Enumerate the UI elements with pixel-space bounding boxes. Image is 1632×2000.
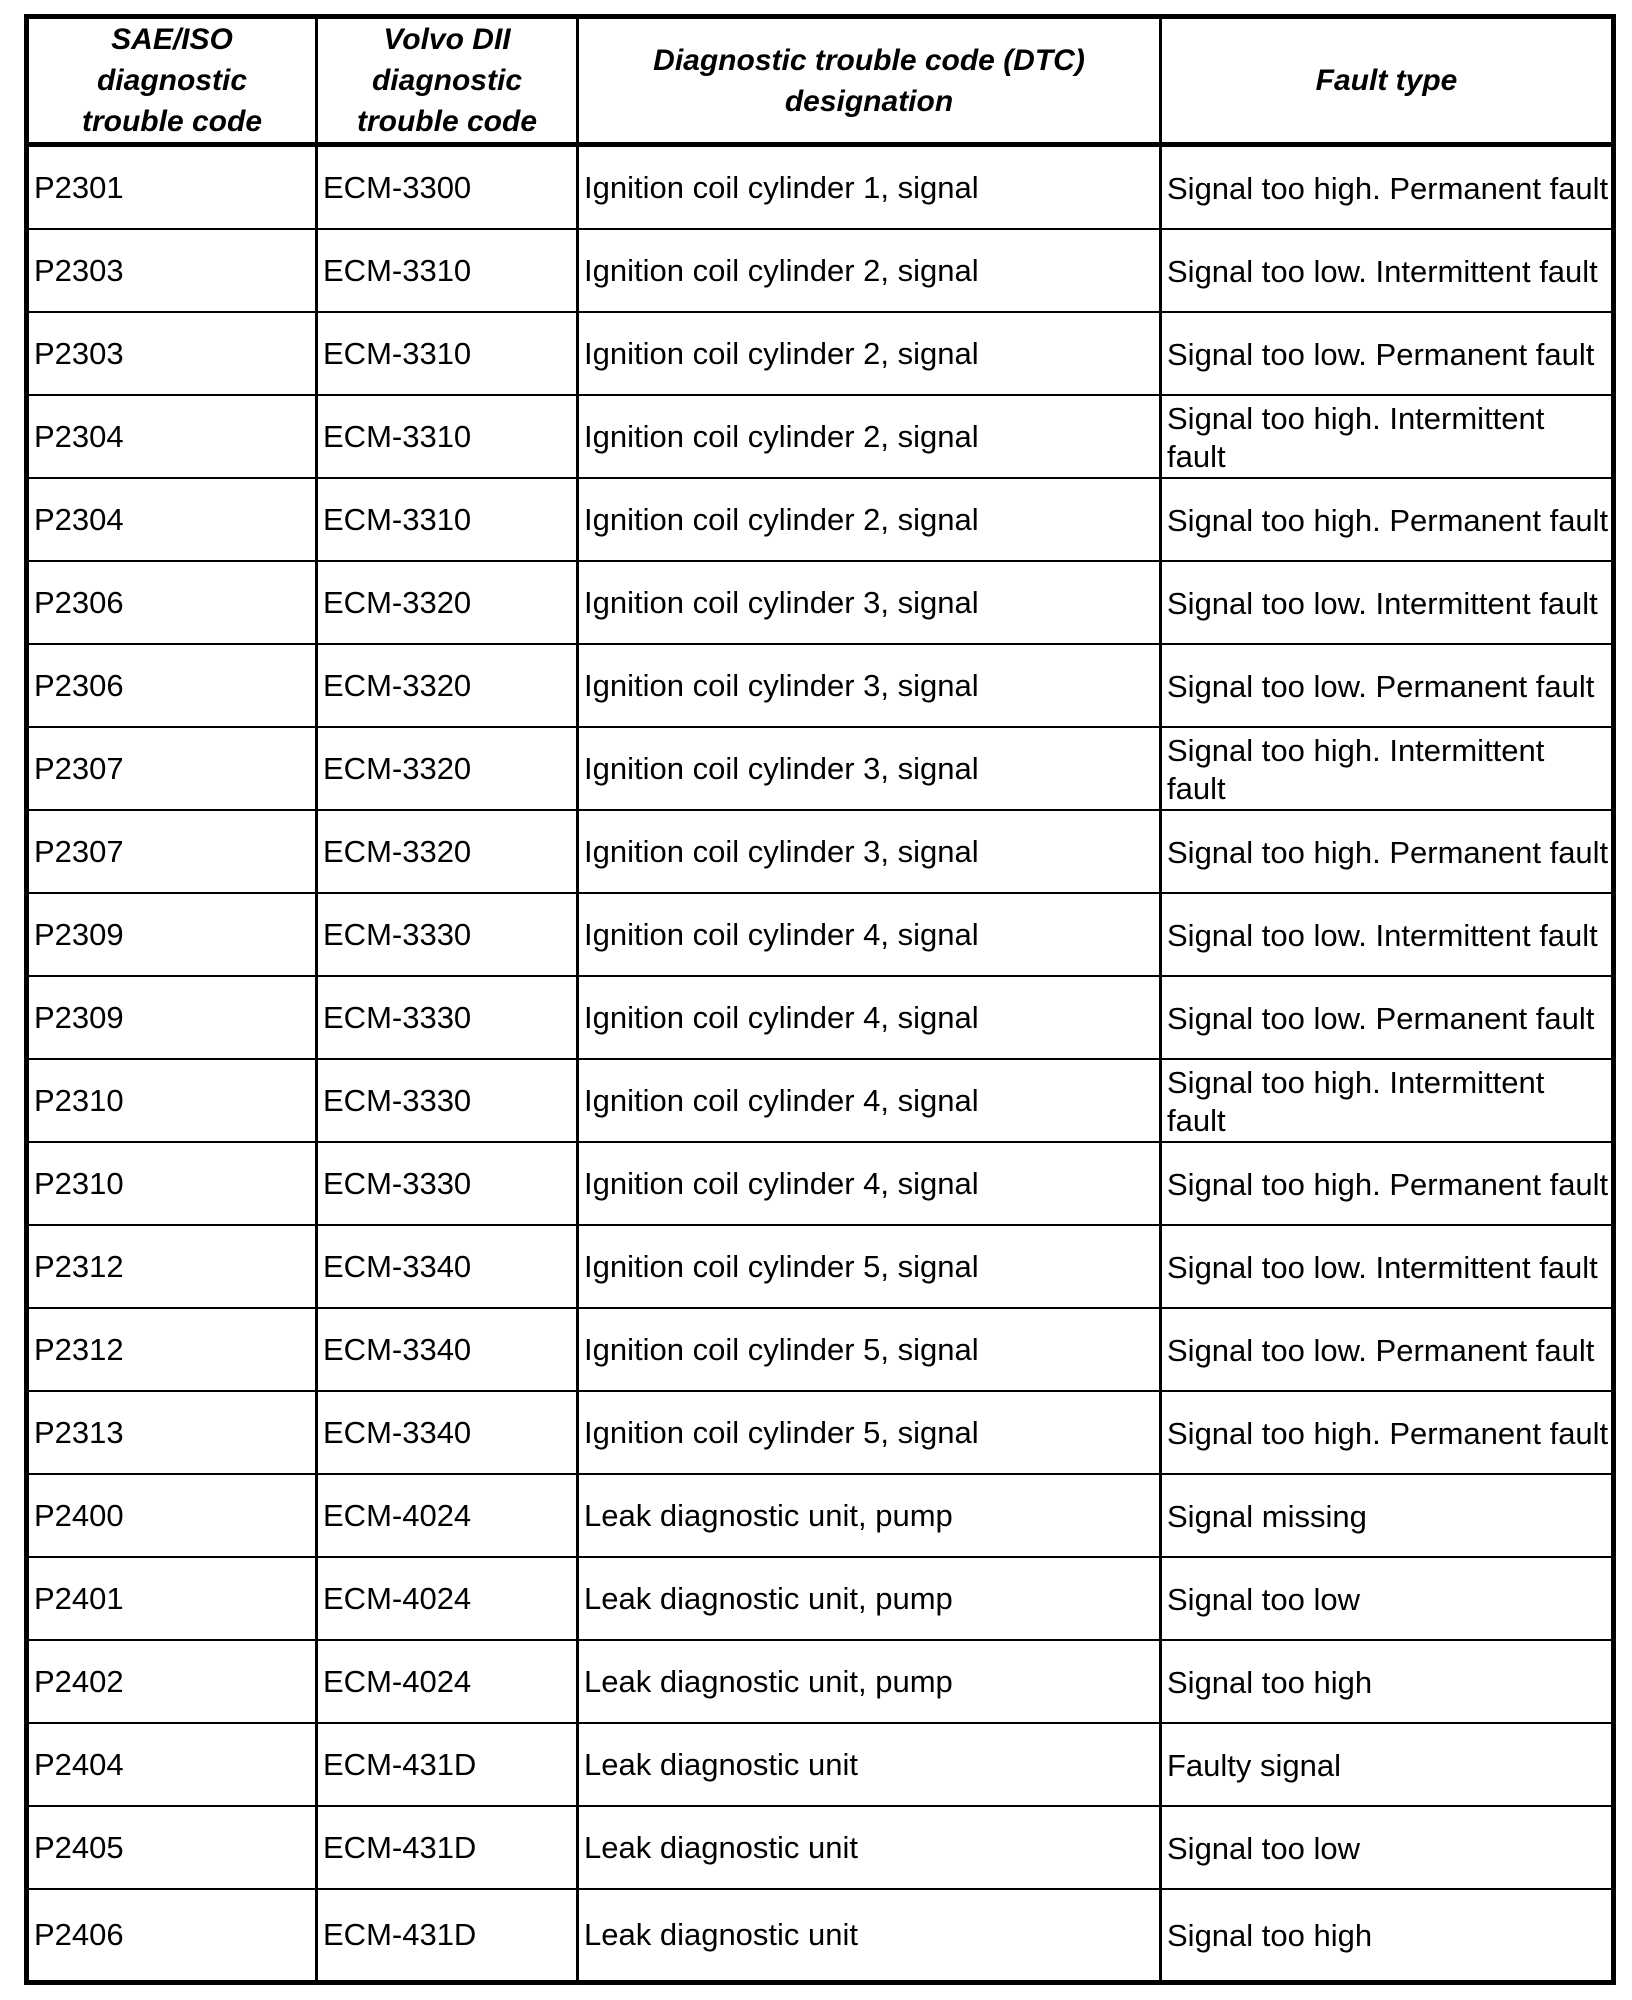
cell-dtc-designation: Ignition coil cylinder 3, signal [578, 727, 1161, 810]
cell-sae-iso-code: P2307 [27, 727, 317, 810]
cell-volvo-dii-code: ECM-3310 [317, 312, 578, 395]
table-row [27, 727, 1614, 810]
cell-dtc-designation: Leak diagnostic unit [578, 1889, 1161, 1983]
cell-volvo-dii-code: ECM-3320 [317, 561, 578, 644]
cell-dtc-designation: Ignition coil cylinder 3, signal [578, 644, 1161, 727]
cell-dtc-designation: Ignition coil cylinder 2, signal [578, 229, 1161, 312]
cell-fault-type: Signal too high [1161, 1889, 1614, 1983]
header-fault-type: Fault type [1161, 17, 1614, 145]
table-row [27, 1225, 1614, 1308]
cell-volvo-dii-code: ECM-3340 [317, 1225, 578, 1308]
cell-volvo-dii-code: ECM-3330 [317, 893, 578, 976]
cell-dtc-designation: Ignition coil cylinder 2, signal [578, 395, 1161, 478]
cell-volvo-dii-code: ECM-431D [317, 1806, 578, 1889]
cell-volvo-dii-code: ECM-3330 [317, 1059, 578, 1142]
cell-sae-iso-code: P2400 [27, 1474, 317, 1557]
cell-fault-type: Signal too low [1161, 1557, 1614, 1640]
table-row [27, 561, 1614, 644]
table-row [27, 229, 1614, 312]
cell-volvo-dii-code: ECM-431D [317, 1723, 578, 1806]
cell-sae-iso-code: P2303 [27, 229, 317, 312]
cell-dtc-designation: Ignition coil cylinder 5, signal [578, 1391, 1161, 1474]
cell-fault-type: Signal too low. Permanent fault [1161, 1308, 1614, 1391]
cell-volvo-dii-code: ECM-431D [317, 1889, 578, 1983]
cell-volvo-dii-code: ECM-3310 [317, 478, 578, 561]
table-row [27, 1059, 1614, 1142]
cell-fault-type: Signal too high. Permanent fault [1161, 810, 1614, 893]
table-row [27, 1142, 1614, 1225]
cell-volvo-dii-code: ECM-3320 [317, 644, 578, 727]
dtc-table-container [24, 14, 1611, 1985]
table-row [27, 1889, 1614, 1983]
header-row [27, 17, 1614, 145]
cell-sae-iso-code: P2406 [27, 1889, 317, 1983]
table-row [27, 1391, 1614, 1474]
cell-sae-iso-code: P2310 [27, 1059, 317, 1142]
header-sae-iso-code: SAE/ISO diagnostic trouble code [27, 17, 317, 145]
cell-sae-iso-code: P2313 [27, 1391, 317, 1474]
cell-dtc-designation: Ignition coil cylinder 4, signal [578, 1059, 1161, 1142]
cell-dtc-designation: Ignition coil cylinder 4, signal [578, 893, 1161, 976]
header-volvo-dii-code: Volvo DII diagnostic trouble code [317, 17, 578, 145]
cell-sae-iso-code: P2309 [27, 976, 317, 1059]
cell-volvo-dii-code: ECM-3330 [317, 1142, 578, 1225]
cell-fault-type: Signal too low. Intermittent fault [1161, 1225, 1614, 1308]
cell-sae-iso-code: P2304 [27, 395, 317, 478]
cell-dtc-designation: Ignition coil cylinder 3, signal [578, 561, 1161, 644]
cell-dtc-designation: Ignition coil cylinder 5, signal [578, 1308, 1161, 1391]
cell-sae-iso-code: P2401 [27, 1557, 317, 1640]
cell-volvo-dii-code: ECM-3320 [317, 727, 578, 810]
cell-dtc-designation: Leak diagnostic unit, pump [578, 1557, 1161, 1640]
dtc-table [24, 14, 1616, 1985]
cell-fault-type: Signal too high. Intermittent fault [1161, 1059, 1614, 1142]
cell-dtc-designation: Ignition coil cylinder 3, signal [578, 810, 1161, 893]
table-header [27, 17, 1614, 145]
cell-fault-type: Signal too low [1161, 1806, 1614, 1889]
cell-volvo-dii-code: ECM-3310 [317, 229, 578, 312]
cell-sae-iso-code: P2307 [27, 810, 317, 893]
table-row [27, 312, 1614, 395]
cell-volvo-dii-code: ECM-3340 [317, 1391, 578, 1474]
table-row [27, 1723, 1614, 1806]
cell-dtc-designation: Leak diagnostic unit [578, 1723, 1161, 1806]
header-dtc-designation: Diagnostic trouble code (DTC) designation [578, 17, 1161, 145]
table-row [27, 1806, 1614, 1889]
cell-dtc-designation: Ignition coil cylinder 4, signal [578, 976, 1161, 1059]
table-row [27, 1474, 1614, 1557]
cell-fault-type: Signal too low. Permanent fault [1161, 644, 1614, 727]
cell-dtc-designation: Ignition coil cylinder 4, signal [578, 1142, 1161, 1225]
cell-fault-type: Faulty signal [1161, 1723, 1614, 1806]
cell-fault-type: Signal too low. Permanent fault [1161, 312, 1614, 395]
cell-volvo-dii-code: ECM-3340 [317, 1308, 578, 1391]
cell-volvo-dii-code: ECM-4024 [317, 1557, 578, 1640]
cell-volvo-dii-code: ECM-3300 [317, 145, 578, 230]
cell-sae-iso-code: P2309 [27, 893, 317, 976]
cell-sae-iso-code: P2301 [27, 145, 317, 230]
cell-sae-iso-code: P2310 [27, 1142, 317, 1225]
cell-sae-iso-code: P2304 [27, 478, 317, 561]
table-row [27, 395, 1614, 478]
cell-dtc-designation: Ignition coil cylinder 2, signal [578, 478, 1161, 561]
cell-fault-type: Signal too low. Intermittent fault [1161, 561, 1614, 644]
cell-sae-iso-code: P2312 [27, 1225, 317, 1308]
cell-dtc-designation: Ignition coil cylinder 2, signal [578, 312, 1161, 395]
cell-sae-iso-code: P2405 [27, 1806, 317, 1889]
cell-volvo-dii-code: ECM-3310 [317, 395, 578, 478]
cell-fault-type: Signal too high. Permanent fault [1161, 1391, 1614, 1474]
table-row [27, 1557, 1614, 1640]
table-row [27, 145, 1614, 230]
cell-fault-type: Signal missing [1161, 1474, 1614, 1557]
table-row [27, 1640, 1614, 1723]
table-row [27, 1308, 1614, 1391]
cell-sae-iso-code: P2402 [27, 1640, 317, 1723]
cell-sae-iso-code: P2306 [27, 561, 317, 644]
cell-sae-iso-code: P2303 [27, 312, 317, 395]
table-row [27, 644, 1614, 727]
cell-fault-type: Signal too high [1161, 1640, 1614, 1723]
cell-dtc-designation: Ignition coil cylinder 1, signal [578, 145, 1161, 230]
cell-fault-type: Signal too high. Intermittent fault [1161, 727, 1614, 810]
table-row [27, 893, 1614, 976]
table-row [27, 976, 1614, 1059]
cell-volvo-dii-code: ECM-4024 [317, 1474, 578, 1557]
cell-dtc-designation: Leak diagnostic unit, pump [578, 1640, 1161, 1723]
cell-volvo-dii-code: ECM-3320 [317, 810, 578, 893]
cell-fault-type: Signal too high. Permanent fault [1161, 478, 1614, 561]
table-row [27, 478, 1614, 561]
cell-volvo-dii-code: ECM-4024 [317, 1640, 578, 1723]
cell-volvo-dii-code: ECM-3330 [317, 976, 578, 1059]
cell-fault-type: Signal too low. Intermittent fault [1161, 893, 1614, 976]
table-body [27, 145, 1614, 1983]
cell-fault-type: Signal too low. Permanent fault [1161, 976, 1614, 1059]
cell-dtc-designation: Ignition coil cylinder 5, signal [578, 1225, 1161, 1308]
cell-sae-iso-code: P2306 [27, 644, 317, 727]
cell-fault-type: Signal too high. Permanent fault [1161, 1142, 1614, 1225]
cell-sae-iso-code: P2312 [27, 1308, 317, 1391]
cell-dtc-designation: Leak diagnostic unit [578, 1806, 1161, 1889]
cell-sae-iso-code: P2404 [27, 1723, 317, 1806]
table-row [27, 810, 1614, 893]
cell-fault-type: Signal too high. Permanent fault [1161, 145, 1614, 230]
cell-dtc-designation: Leak diagnostic unit, pump [578, 1474, 1161, 1557]
cell-fault-type: Signal too high. Intermittent fault [1161, 395, 1614, 478]
cell-fault-type: Signal too low. Intermittent fault [1161, 229, 1614, 312]
